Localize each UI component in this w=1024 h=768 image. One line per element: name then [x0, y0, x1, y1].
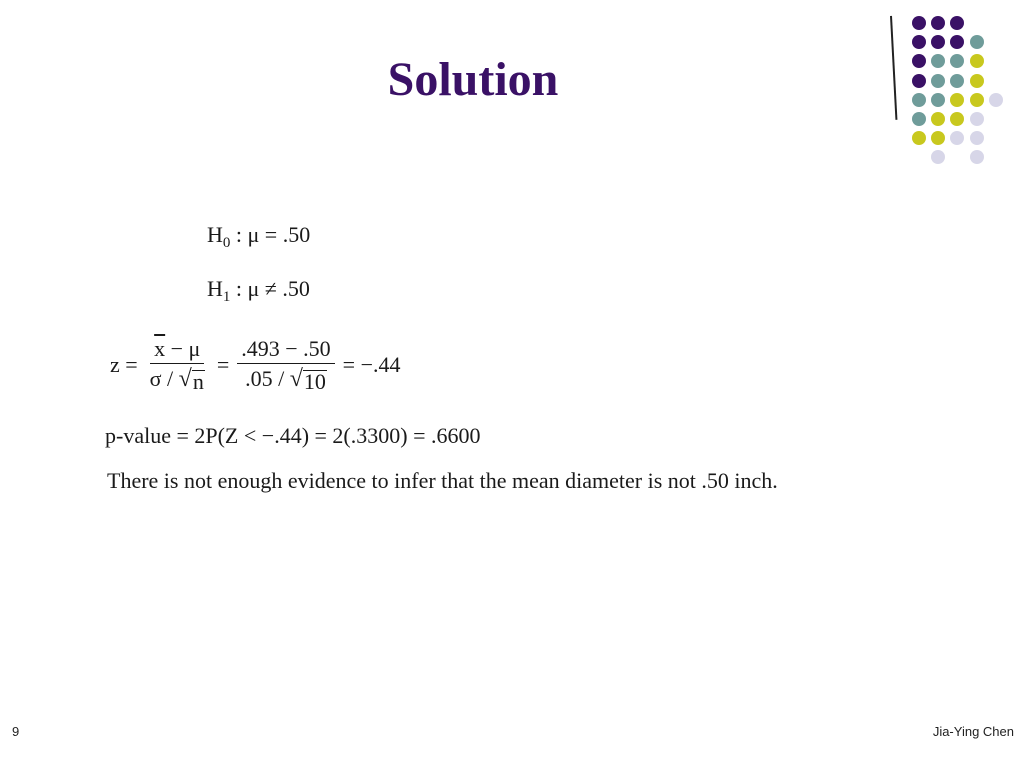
page-number: 9: [12, 724, 20, 739]
z-values-denominator: [241, 364, 331, 393]
numerator-minus-mu: − μ: [165, 336, 201, 361]
decorative-dot: [989, 93, 1003, 107]
decorative-dot: [950, 74, 964, 88]
decorative-dot: [950, 54, 964, 68]
z-formula-denominator: [146, 364, 209, 393]
p-value-line: p-value = 2P(Z < −.44) = 2(.3300) = .6600: [105, 423, 481, 448]
decorative-dot: [912, 131, 926, 145]
decorative-dot: [970, 150, 984, 164]
z-lhs: z =: [110, 351, 138, 377]
decorative-dot: [931, 112, 945, 126]
decorative-dot: [950, 131, 964, 145]
decorative-dot: [912, 93, 926, 107]
h1-subscript: 1: [222, 289, 231, 305]
decorative-dot: [970, 112, 984, 126]
h1-symbol: H: [207, 276, 223, 301]
decorative-dot: [970, 54, 984, 68]
h0-symbol: H: [207, 222, 223, 247]
decorative-dot: [931, 74, 945, 88]
decorative-dot: [931, 16, 945, 30]
null-hypothesis: [207, 222, 310, 252]
sqrt-10: [290, 366, 327, 393]
equals-sign: =: [216, 351, 230, 377]
decorative-dot: [931, 150, 945, 164]
x-bar-symbol: $\overline{x}$: [154, 336, 166, 361]
h1-statement: : μ ≠ .50: [230, 276, 310, 301]
decorative-dot: [931, 131, 945, 145]
radicand-10: 10: [303, 369, 326, 394]
radicand-n: n: [192, 369, 204, 394]
decorative-dot: [970, 35, 984, 49]
decorative-dot: [950, 35, 964, 49]
conclusion-text: There is not enough evidence to infer that the mean diameter is not .50 inch.: [107, 468, 778, 493]
decorative-dot: [970, 93, 984, 107]
decorative-dot: [912, 112, 926, 126]
decorative-dot: [970, 131, 984, 145]
h0-statement: : μ = .50: [230, 222, 311, 247]
decorative-dot: [912, 16, 926, 30]
sqrt-n: [179, 366, 205, 393]
decorative-dot: [950, 93, 964, 107]
alternative-hypothesis: [207, 276, 310, 306]
author-name: Jia-Ying Chen: [932, 724, 1014, 739]
decorative-dot: [931, 93, 945, 107]
radical-icon: √: [289, 366, 303, 392]
z-values-numerator: .493 − .50: [237, 336, 334, 364]
z-result: = −.44: [342, 351, 401, 377]
decorative-dot: [970, 74, 984, 88]
radical-icon: √: [178, 366, 192, 392]
h0-subscript: 0: [222, 235, 231, 251]
sigma-over: σ /: [149, 366, 179, 391]
decorative-dot: [931, 35, 945, 49]
decorative-dot: [912, 35, 926, 49]
decorative-dot: [950, 16, 964, 30]
z-values-fraction: [237, 336, 334, 393]
z-formula-numerator: [150, 336, 204, 364]
slide-title: Solution: [387, 53, 559, 106]
z-statistic-equation: [110, 336, 401, 393]
decorative-dot: [950, 112, 964, 126]
z-formula-fraction: [146, 336, 209, 393]
std-over: .05 /: [245, 366, 290, 391]
decorative-dot: [912, 74, 926, 88]
